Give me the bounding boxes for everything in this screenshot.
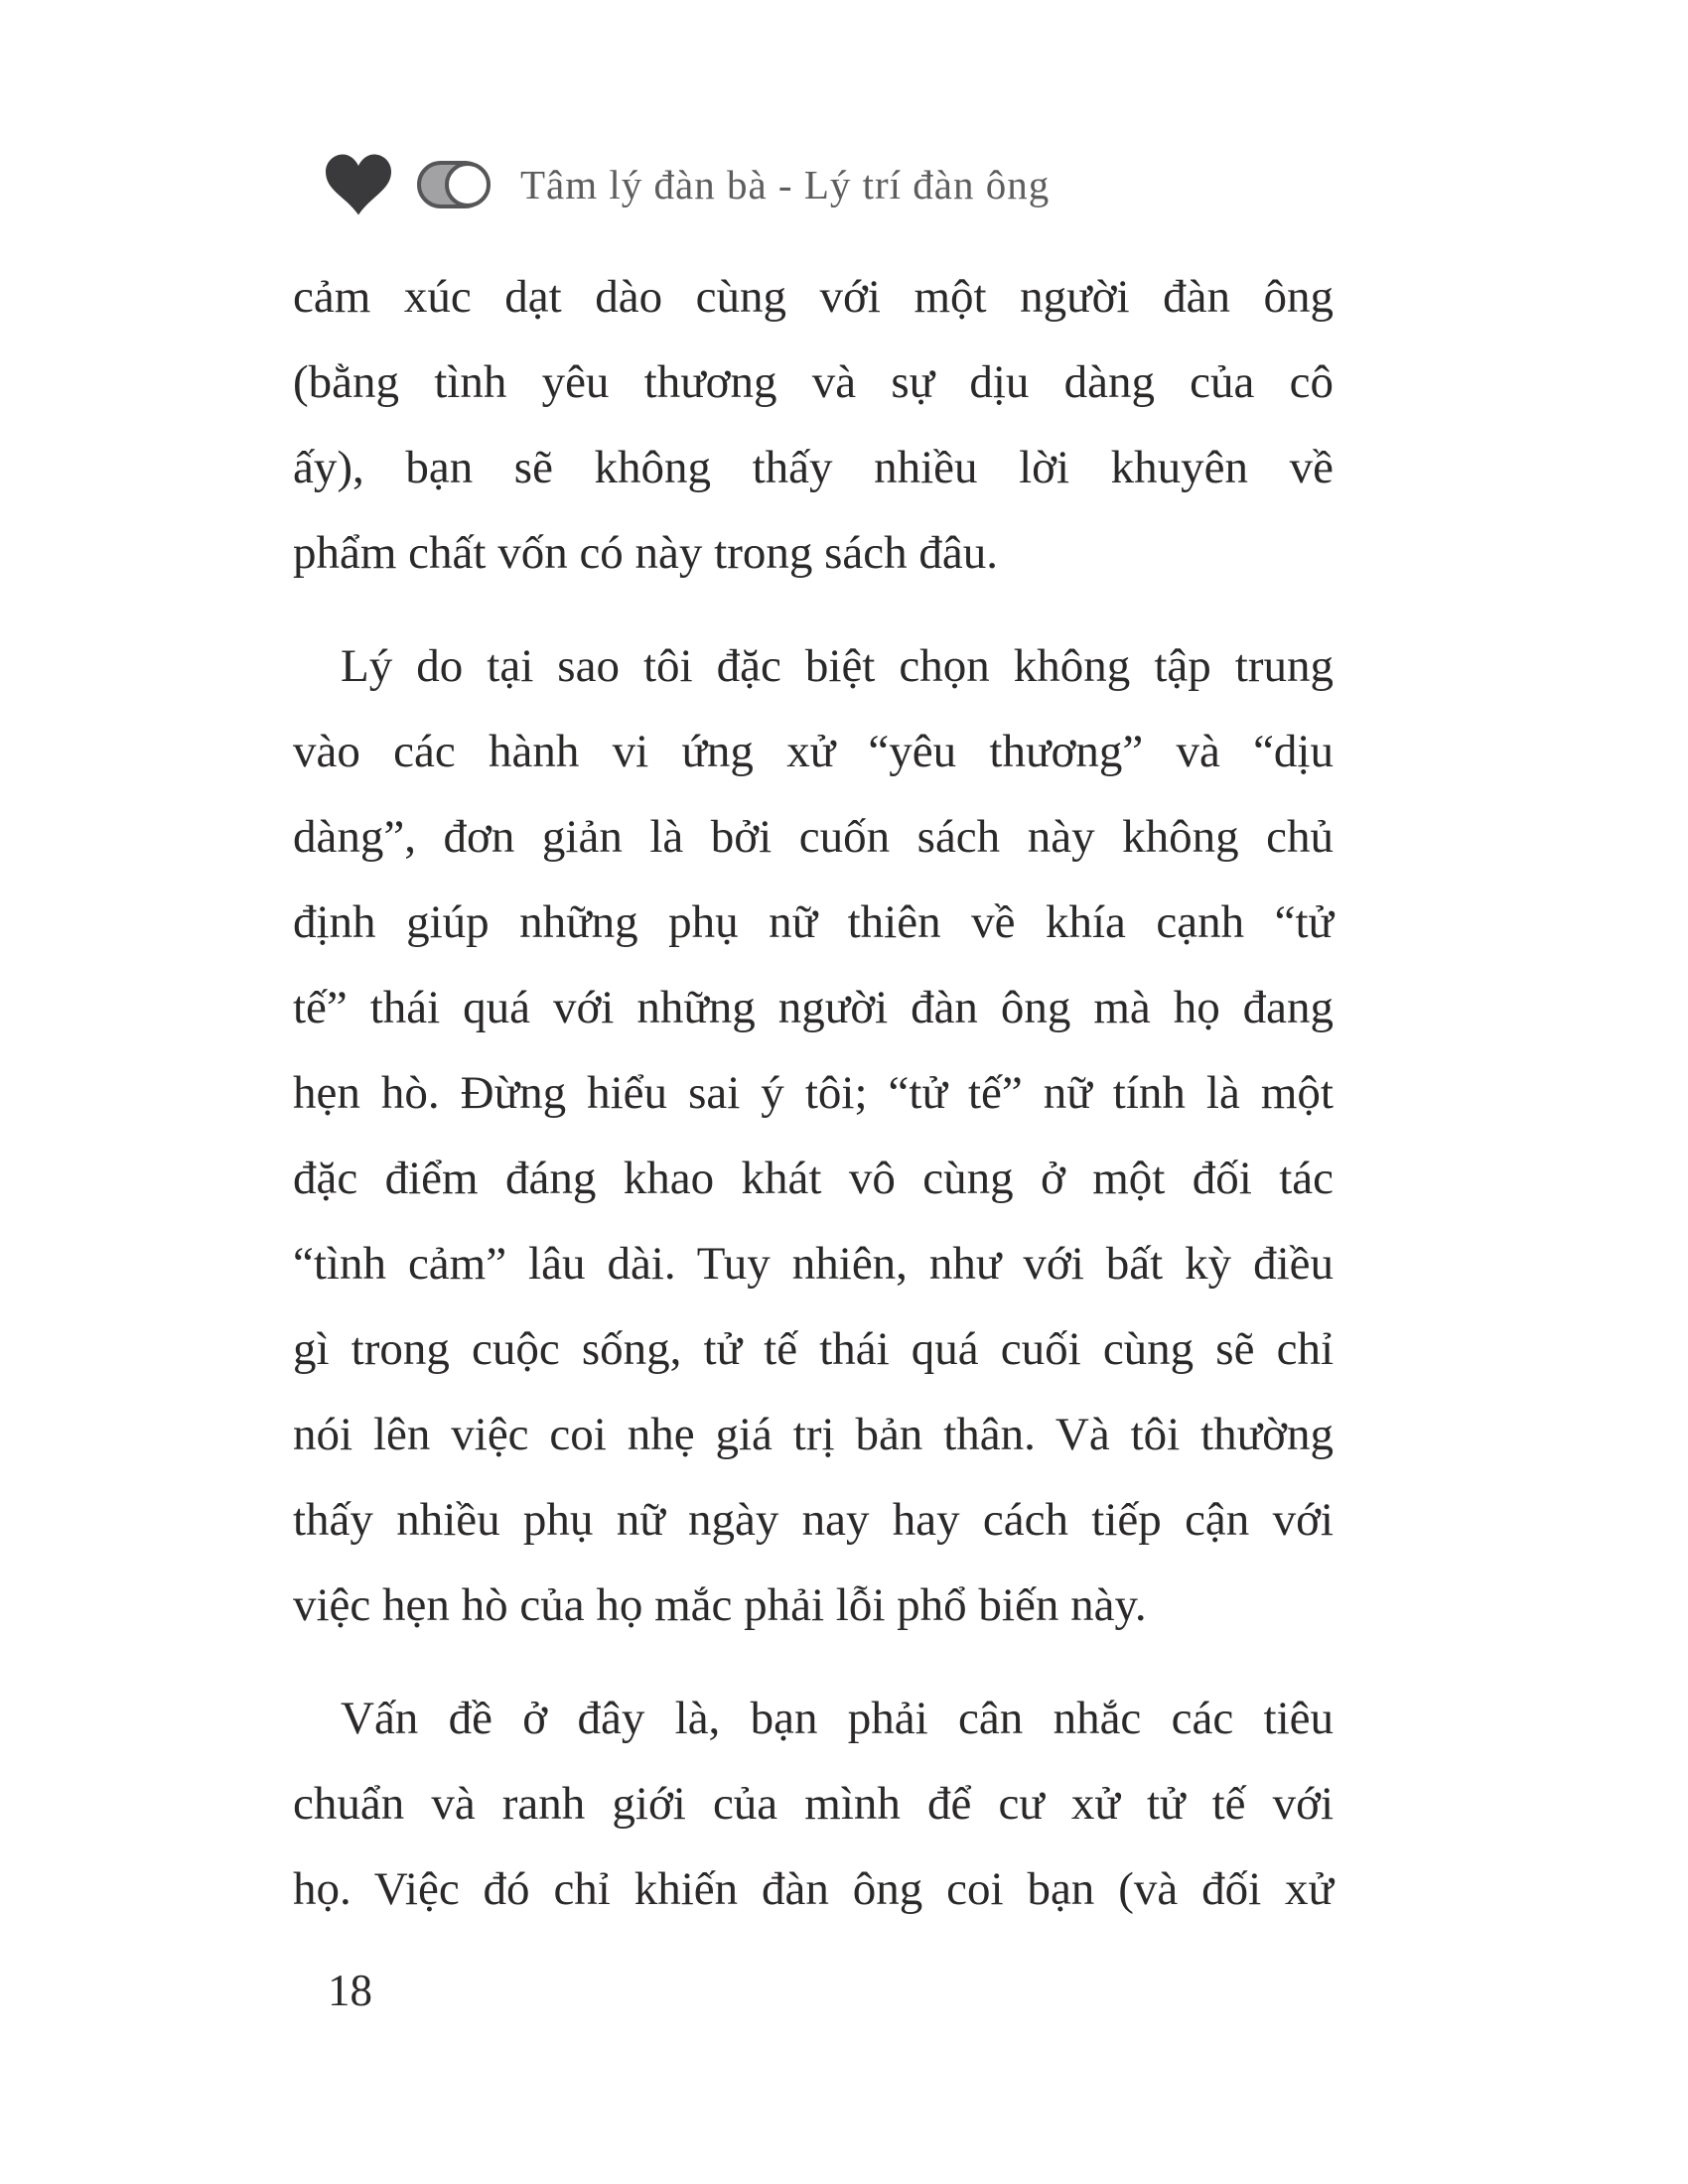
text-line: phẩm chất vốn có này trong sách đâu.	[293, 527, 999, 579]
text-line: việc hẹn hò của họ mắc phải lỗi phổ biến này.	[293, 1579, 1147, 1631]
text-line: họ. Việc đó chỉ khiến đàn ông coi bạn (và đối xử	[293, 1863, 1334, 1915]
text-line: tế” thái quá với những người đàn ông mà họ đang	[293, 982, 1334, 1033]
page-body	[293, 254, 1334, 1932]
paragraph-2	[293, 623, 1334, 1648]
text-line: thấy nhiều phụ nữ ngày nay hay cách tiếp cận với	[293, 1494, 1334, 1546]
text-line: cảm xúc dạt dào cùng với một người đàn ông	[293, 271, 1334, 323]
toggle-knob-icon	[445, 162, 491, 207]
text-line: vào các hành vi ứng xử “yêu thương” và “dịu	[293, 726, 1334, 777]
text-line: định giúp những phụ nữ thiên về khía cạnh “tử	[293, 896, 1334, 948]
page-header	[326, 151, 1050, 218]
text-line: dàng”, đơn giản là bởi cuốn sách này không chủ	[293, 811, 1334, 863]
running-head-title: Tâm lý đàn bà - Lý trí đàn ông	[520, 162, 1051, 207]
text-line: chuẩn và ranh giới của mình để cư xử tử tế với	[293, 1778, 1334, 1830]
paragraph-1	[293, 254, 1334, 596]
text-line: hẹn hò. Đừng hiểu sai ý tôi; “tử tế” nữ tính là một	[293, 1067, 1334, 1119]
text-line: nói lên việc coi nhẹ giá trị bản thân. Và tôi thường	[293, 1409, 1334, 1460]
text-line: Vấn đề ở đây là, bạn phải cân nhắc các tiêu	[341, 1693, 1334, 1744]
heart-icon	[326, 154, 391, 215]
text-line: “tình cảm” lâu dài. Tuy nhiên, như với bất kỳ điều	[293, 1238, 1334, 1290]
text-line: gì trong cuộc sống, tử tế thái quá cuối cùng sẽ chỉ	[293, 1323, 1334, 1375]
page-number: 18	[328, 1966, 372, 2015]
paragraph-3	[293, 1676, 1334, 1932]
text-line: Lý do tại sao tôi đặc biệt chọn không tập trung	[341, 640, 1334, 692]
text-line: đặc điểm đáng khao khát vô cùng ở một đối tác	[293, 1153, 1334, 1204]
toggle-icon	[417, 161, 489, 208]
text-line: ấy), bạn sẽ không thấy nhiều lời khuyên về	[293, 442, 1334, 493]
text-line: (bằng tình yêu thương và sự dịu dàng của cô	[293, 356, 1334, 408]
